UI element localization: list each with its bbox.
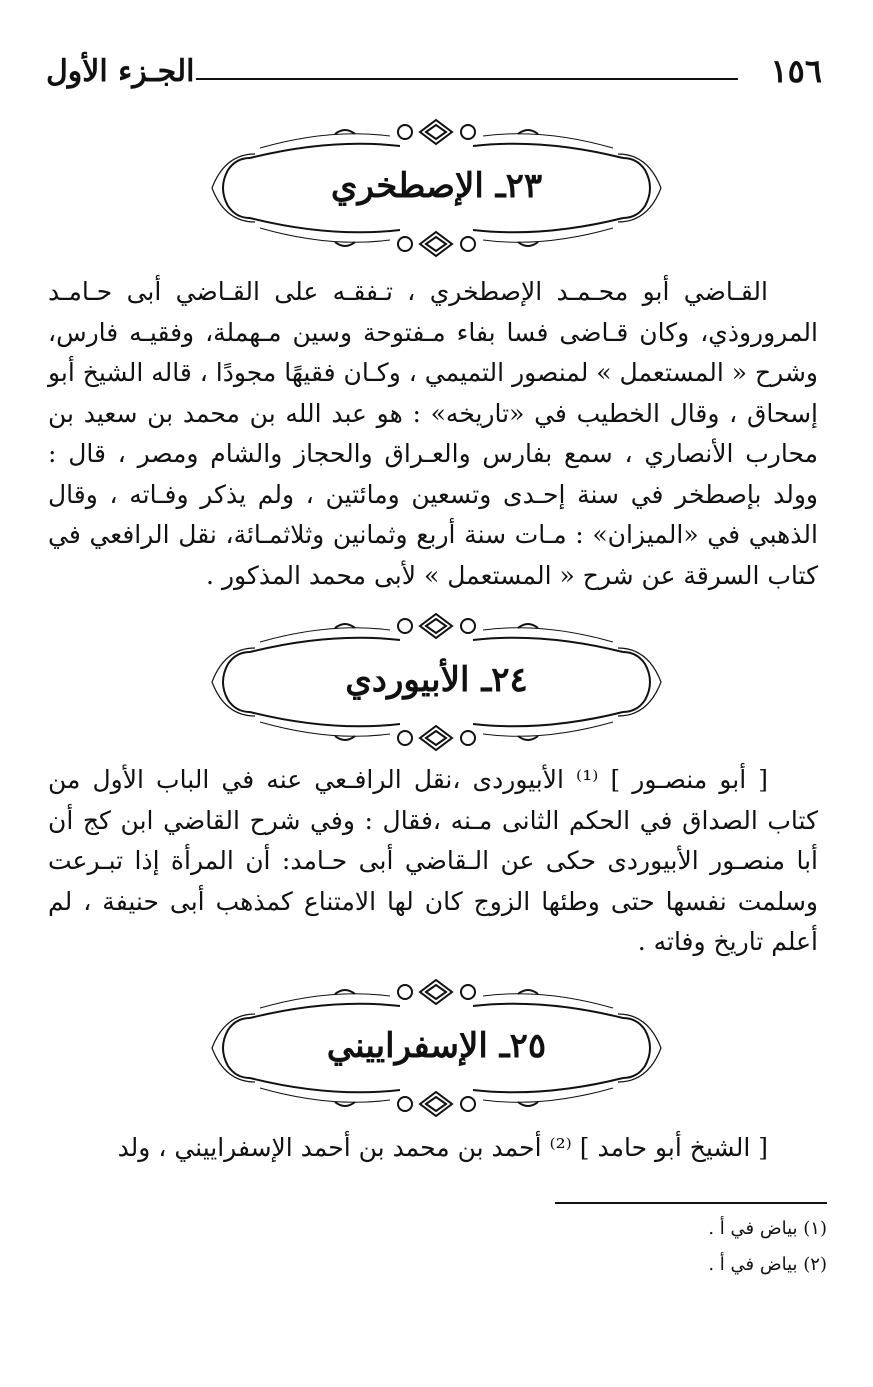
paragraph-text: [ الشيخ أبو حامد ] ⁽²⁾ أحمد بن محمد بن أحمد الإسفراييني ، ولد <box>117 1133 768 1162</box>
section-paragraph <box>48 272 818 596</box>
section-paragraph <box>48 1128 818 1169</box>
part-title: الجـزء الأول <box>46 54 195 89</box>
paragraph-text: [ أبو منصـور ] ⁽¹⁾ الأبيوردى ،نقل الرافـعي عنه في الباب الأول من كتاب الصداق في الحكم الثانى مـنه ،فقال : وفي شرح القاضي ابن كج أن أبا منصـور الأبيوردى حكى عن الـقاضي أبى حـامد: أن المرأة إذا تبـرعت وسلمت نفسها حتى وطئها الزوج كان لها الامتناع كمذهب أبى حنيفة ، لم أعلم تاريخ وفاته . <box>48 765 818 956</box>
footnote: (٢) بياض في أ . <box>708 1254 827 1275</box>
header-rule <box>196 78 738 80</box>
section-title: ٢٤ـ الأبيوردي <box>345 660 528 700</box>
section-paragraph <box>48 760 818 963</box>
footnote: (١) بياض في أ . <box>708 1218 827 1239</box>
footnote-rule <box>555 1202 827 1204</box>
section-title: ٢٣ـ الإصطخري <box>330 166 543 206</box>
section-title-frame <box>0 612 873 762</box>
paragraph-text: القـاضي أبو محـمـد الإصطخري ، تـفقـه على القـاضي أبى حـامـد المروروذي، وكان قـاضى فسا بفاء مـفتوحة وسين مـهملة، وفقيـه فارس، وشرح « المستعمل » لمنصور التميمي ، وكـان فقيهًا مجودًا ، قاله الشيخ أبو إسحاق ، وقال الخطيب في «تاريخه» : هو عبد الله بن محمد بن سعيد بن محارب الأنصاري ، سمع بفارس والعـراق والحجاز والشام ومصر ، قال : وولد بإصطخر في سنة إحـدى وتسعين ومائتين ، ولم يذكر وفـاته ، وقال الذهبي في «الميزان» : مـات سنة أربع وثمانين وثلاثمـائة، نقل الرافعي في كتاب السرقة عن شرح « المستعمل » لأبى محمد المذكور . <box>47 277 818 590</box>
section-title-frame <box>0 118 873 268</box>
running-header <box>38 52 830 100</box>
section-title-frame <box>0 978 873 1128</box>
section-title: ٢٥ـ الإسفراييني <box>326 1026 547 1066</box>
page-number: ١٥٦ <box>770 52 822 90</box>
